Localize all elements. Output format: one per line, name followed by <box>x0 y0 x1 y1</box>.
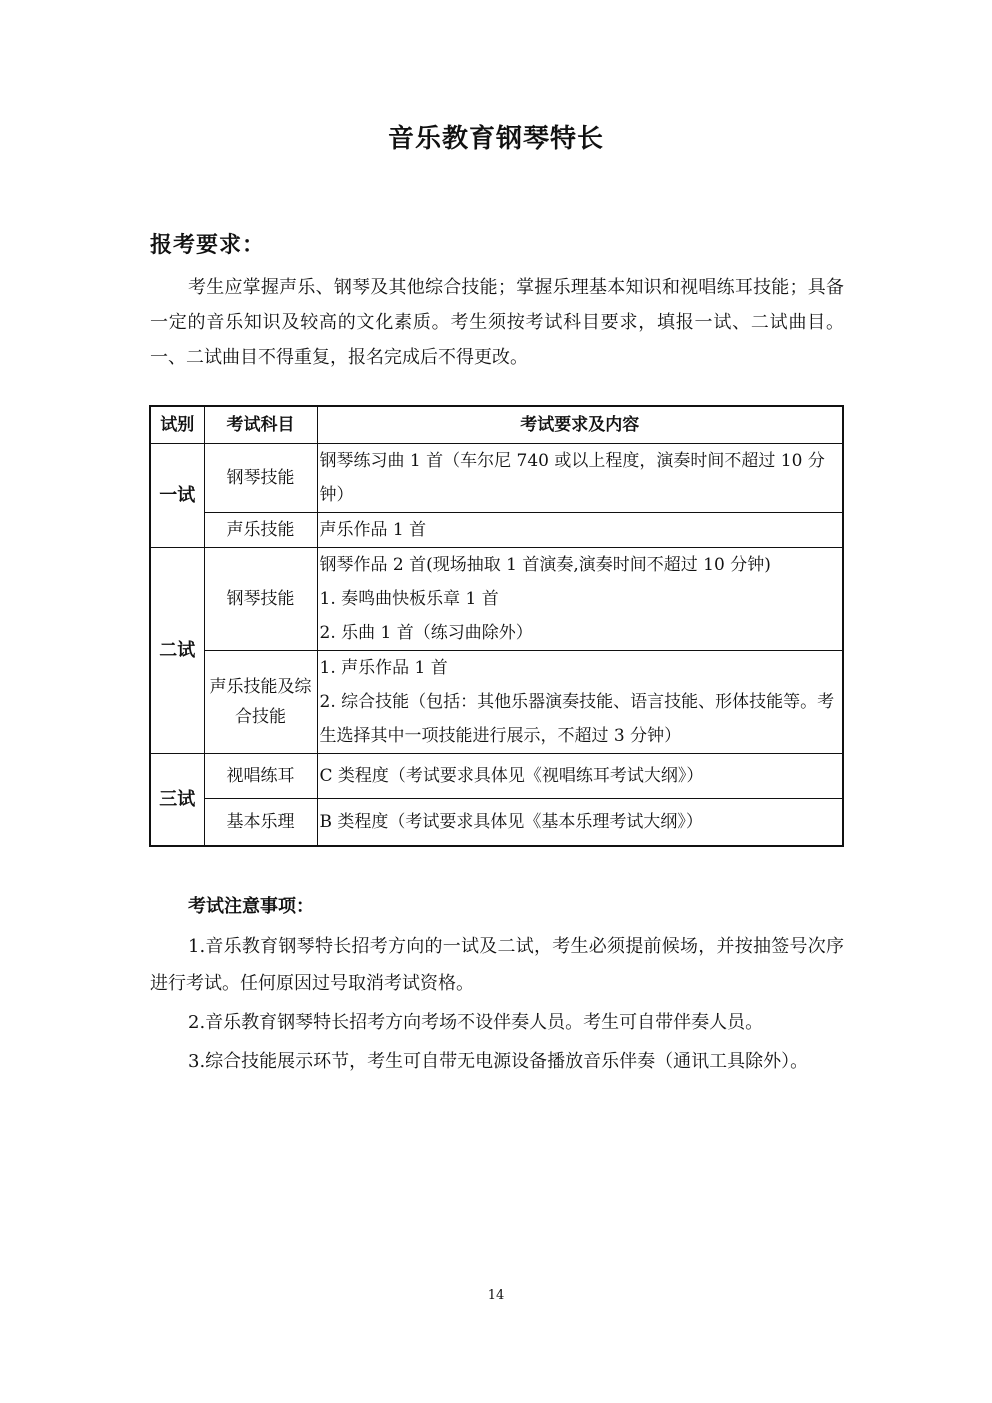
subject-cell: 基本乐理 <box>204 799 317 847</box>
content-cell <box>317 513 843 548</box>
content-line: B 类程度（考试要求具体见《基本乐理考试大纲》） <box>319 812 703 832</box>
page-number: 14 <box>487 1288 505 1303</box>
tier-label: 三试 <box>150 754 204 847</box>
content-line: 声乐作品 1 首 <box>319 520 427 540</box>
table-row <box>150 444 843 513</box>
notes-heading: 考试注意事项： <box>188 896 314 917</box>
content-line: 1. 声乐作品 1 首 <box>319 658 448 678</box>
content-cell <box>317 651 843 754</box>
tier-label: 二试 <box>150 548 204 754</box>
header-content: 考试要求及内容 <box>317 406 843 444</box>
subject-cell: 视唱练耳 <box>204 754 317 799</box>
tier-label: 一试 <box>150 444 204 548</box>
note-item: 2.音乐教育钢琴特长招考方向考场不设伴奏人员。考生可自带伴奏人员。 <box>188 1012 764 1033</box>
content-line: 钢琴作品 2 首(现场抽取 1 首演奏,演奏时间不超过 10 分钟) <box>319 555 771 575</box>
content-cell <box>317 548 843 651</box>
content-line: C 类程度（考试要求具体见《视唱练耳考试大纲》） <box>319 766 704 786</box>
table-row <box>150 799 843 847</box>
table-header-row <box>150 406 843 444</box>
table-row <box>150 548 843 651</box>
table-row <box>150 513 843 548</box>
section-heading: 报考要求： <box>150 232 266 258</box>
note-item: 1.音乐教育钢琴特长招考方向的一试及二试，考生必须提前候场，并按抽签号次序进行考试。任何原因过号取消考试资格。 <box>150 936 844 994</box>
subject-cell: 钢琴技能 <box>204 444 317 513</box>
header-tier: 试别 <box>150 406 204 444</box>
table-row <box>150 651 843 754</box>
exam-table <box>149 405 844 847</box>
table-row <box>150 754 843 799</box>
note-item: 3.综合技能展示环节，考生可自带无电源设备播放音乐伴奏（通讯工具除外）。 <box>188 1051 809 1072</box>
content-cell <box>317 444 843 513</box>
intro-paragraph: 考生应掌握声乐、钢琴及其他综合技能；掌握乐理基本知识和视唱练耳技能；具备一定的音乐知识及较高的文化素质。考生须按考试科目要求，填报一试、二试曲目。一、二试曲目不得重复，报名完成后不得更改。 <box>150 277 844 368</box>
notes-list <box>150 928 844 1080</box>
subject-cell: 声乐技能及综合技能 <box>204 651 317 754</box>
subject-cell: 钢琴技能 <box>204 548 317 651</box>
content-cell <box>317 754 843 799</box>
content-cell <box>317 799 843 847</box>
page-title: 音乐教育钢琴特长 <box>387 124 604 154</box>
content-line: 钢琴练习曲 1 首（车尔尼 740 或以上程度，演奏时间不超过 10 分钟） <box>319 451 825 505</box>
content-line: 2. 乐曲 1 首（练习曲除外） <box>319 623 533 643</box>
subject-cell: 声乐技能 <box>204 513 317 548</box>
header-subject: 考试科目 <box>204 406 317 444</box>
content-line: 2. 综合技能（包括：其他乐器演奏技能、语言技能、形体技能等。考生选择其中一项技能进行展示，不超过 3 分钟） <box>319 692 835 746</box>
content-line: 1. 奏鸣曲快板乐章 1 首 <box>319 589 499 609</box>
